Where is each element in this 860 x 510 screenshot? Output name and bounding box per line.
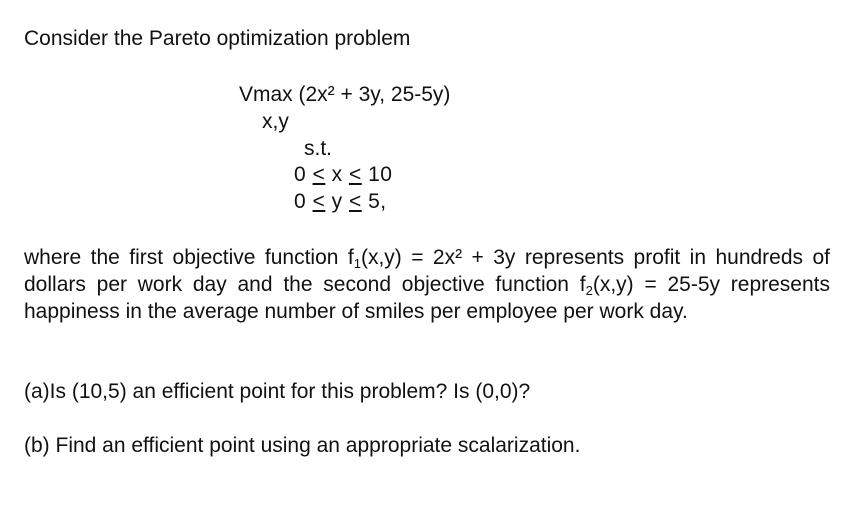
intro-text: Consider the Pareto optimization problem: [24, 27, 411, 50]
constraint-y-op2: <: [348, 190, 362, 213]
question-a: (a)Is (10,5) an efficient point for this problem? Is (0,0)?: [24, 380, 531, 403]
constraint-x-op2: <: [348, 163, 362, 186]
constraint-y-op1: <: [312, 190, 326, 213]
constraint-x: [294, 164, 392, 185]
f2-subscript: 2: [585, 283, 593, 298]
description-part2: (x,y) = 2x² + 3y represents profit in hundreds of dollars per work day and the second objective function f: [24, 246, 830, 296]
subject-to-label: s.t.: [304, 137, 333, 160]
f1-subscript: 1: [353, 256, 361, 271]
decision-variables: x,y: [262, 110, 289, 133]
constraint-y: [294, 191, 387, 212]
description-part1: where the first objective function f: [24, 246, 354, 269]
constraint-x-lower: 0: [294, 163, 307, 186]
constraint-x-upper: 10: [368, 163, 393, 186]
constraint-x-op1: <: [312, 163, 326, 186]
description-paragraph: [24, 244, 830, 325]
question-b: (b) Find an efficient point using an appropriate scalarization.: [24, 434, 581, 457]
objective-formula: Vmax (2x² + 3y, 25-5y): [239, 83, 451, 106]
constraint-y-upper: 5,: [368, 190, 387, 213]
description-part3: (x,y) = 25-5y represents happiness in the average number of smiles per employee per work day.: [24, 273, 830, 323]
constraint-y-var: y: [331, 190, 343, 213]
constraint-x-var: x: [331, 163, 343, 186]
constraint-y-lower: 0: [294, 190, 307, 213]
